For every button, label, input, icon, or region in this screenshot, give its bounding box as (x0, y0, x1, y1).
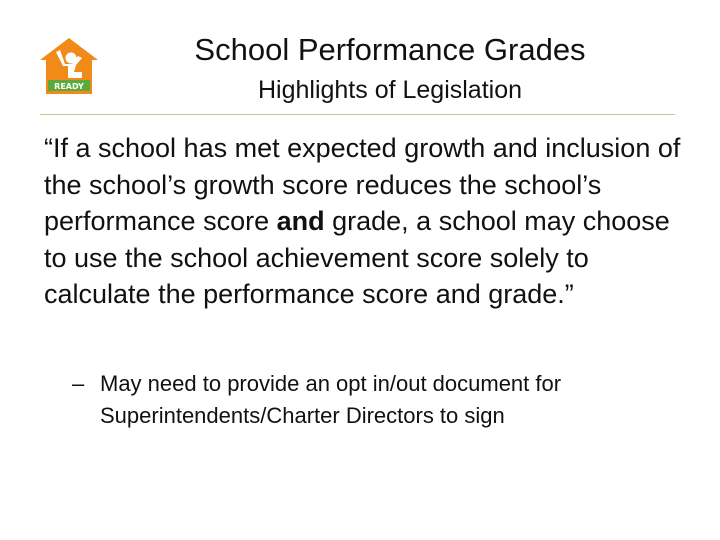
page-title: School Performance Grades (194, 32, 586, 67)
quote-text-start: “If a school has met expected growth and inclusion of the school’s growth score reduces the school’s performance score (44, 133, 681, 236)
logo-text: READY (54, 82, 84, 91)
header-divider (40, 114, 675, 115)
quote-text-end: grade, a school may choose to use the school achievement score solely to calculate the performance score and grade.” (44, 206, 670, 309)
bullet-dash: – (72, 371, 85, 396)
page-subtitle: Highlights of Legislation (257, 76, 523, 104)
sub-bullet (72, 368, 702, 432)
bullet-line-1: May need to provide an opt in/out document for (100, 371, 562, 396)
quote-bold-word: and (276, 206, 325, 236)
legislation-quote (44, 130, 694, 313)
ready-logo (38, 36, 100, 96)
bullet-line-2: Superintendents/Charter Directors to sign (100, 403, 505, 428)
